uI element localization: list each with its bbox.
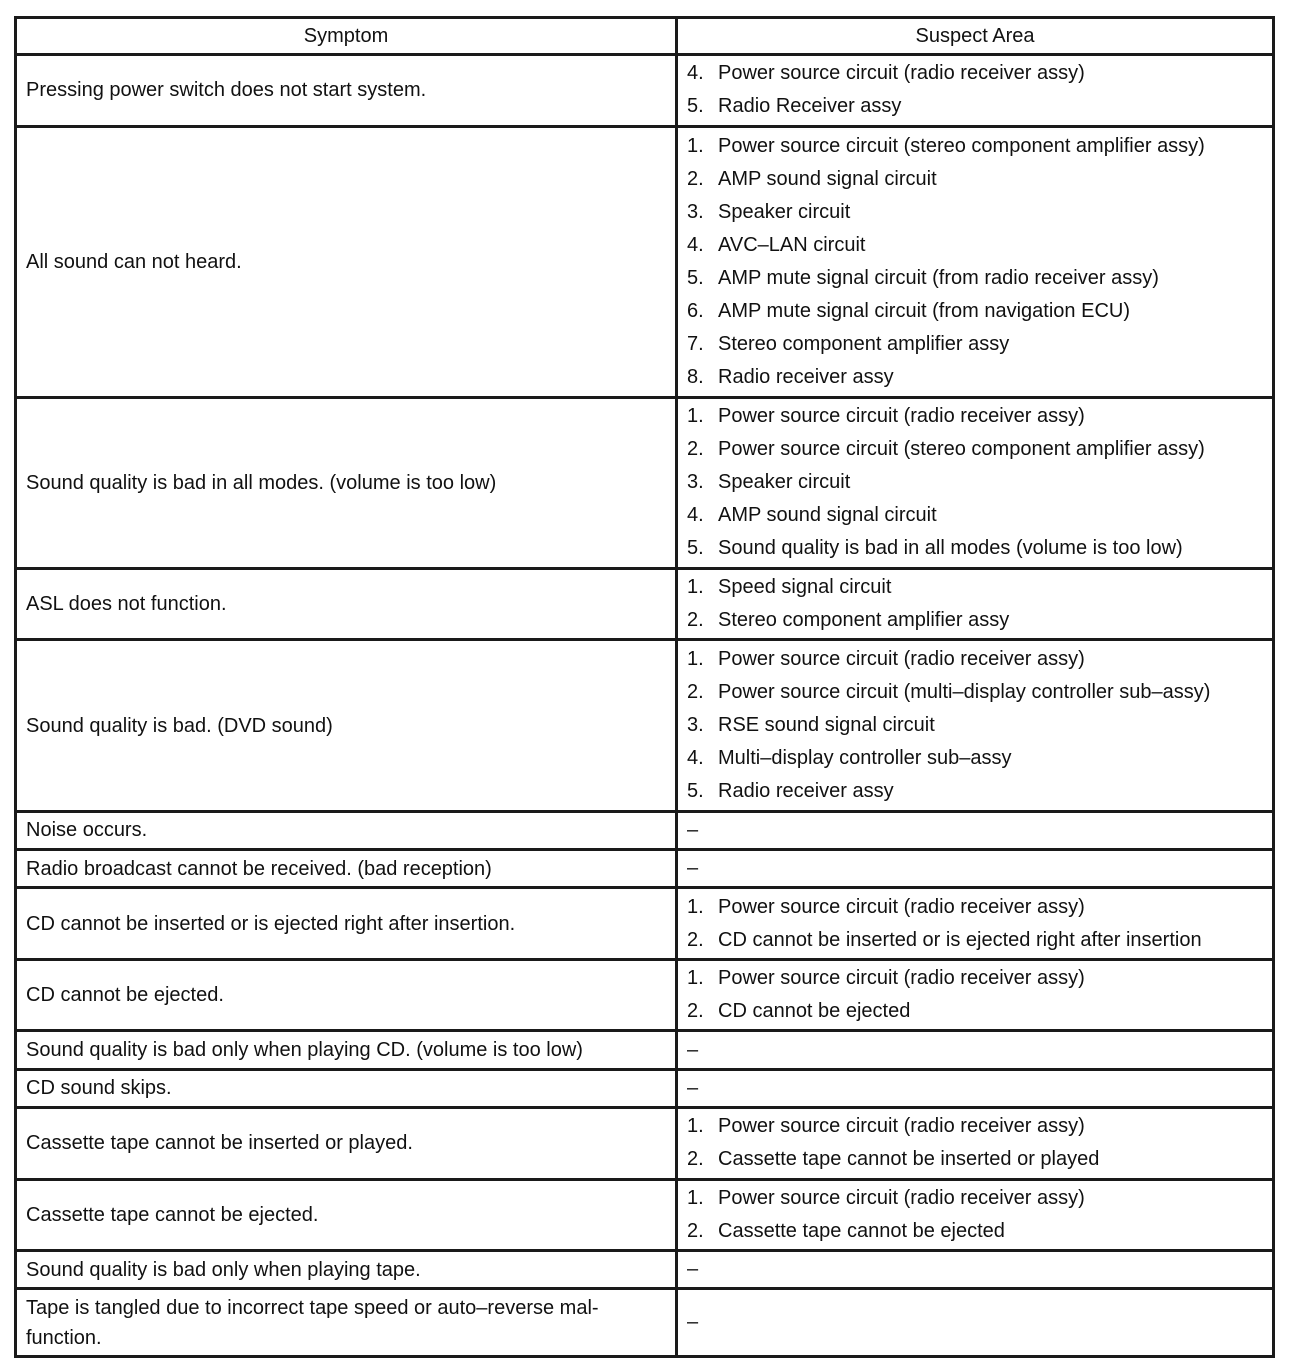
suspect-area-cell [677, 568, 1274, 640]
suspect-item [687, 229, 1272, 262]
suspect-item-text: AMP sound signal circuit [718, 504, 937, 527]
suspect-item [687, 361, 1272, 394]
suspect-item-number: 2. [687, 928, 704, 951]
suspect-item [687, 962, 1272, 995]
symptom-text: Sound quality is bad only when playing tape. [26, 1258, 421, 1281]
suspect-item [687, 995, 1272, 1028]
suspect-item-text: Cassette tape cannot be ejected [718, 1219, 1005, 1242]
table-row [16, 1031, 1274, 1069]
suspect-item-text: Power source circuit (stereo component amplifier assy) [718, 134, 1205, 157]
suspect-item-text: Power source circuit (radio receiver assy) [718, 967, 1085, 990]
suspect-area-cell [677, 126, 1274, 397]
symptom-cell [16, 1031, 677, 1069]
symptom-text-line: Tape is tangled due to incorrect tape speed or auto–reverse mal- [26, 1296, 599, 1319]
suspect-item-text: Radio receiver assy [718, 780, 894, 803]
suspect-item-number: 2. [687, 681, 704, 704]
suspect-item-number: 5. [687, 780, 704, 803]
table-row [16, 397, 1274, 568]
suspect-item [687, 775, 1272, 808]
symptom-text: Sound quality is bad. (DVD sound) [26, 714, 333, 737]
suspect-item-number: 5. [687, 95, 704, 118]
suspect-item-number: 3. [687, 471, 704, 494]
suspect-list [687, 891, 1272, 957]
suspect-item [687, 57, 1272, 90]
suspect-item [687, 163, 1272, 196]
symptom-text: CD sound skips. [26, 1077, 172, 1100]
suspect-item-number: 1. [687, 1186, 704, 1209]
table-row [16, 888, 1274, 960]
suspect-item [687, 433, 1272, 466]
table-row [16, 640, 1274, 811]
suspect-item [687, 400, 1272, 433]
suspect-item-number: 1. [687, 895, 704, 918]
suspect-area-cell [677, 1179, 1274, 1251]
suspect-item [687, 643, 1272, 676]
suspect-item-number: 2. [687, 1148, 704, 1171]
suspect-item-text: CD cannot be ejected [718, 1000, 911, 1023]
suspect-list [687, 1182, 1272, 1248]
symptom-cell [16, 811, 677, 849]
suspect-item-text: Power source circuit (radio receiver assy) [718, 1186, 1085, 1209]
symptom-text: All sound can not heard. [26, 250, 242, 273]
suspect-item-number: 5. [687, 537, 704, 560]
suspect-item [687, 1110, 1272, 1143]
no-suspect-dash: – [687, 1038, 699, 1061]
table-row [16, 568, 1274, 640]
symptom-cell [16, 1069, 677, 1107]
suspect-item [687, 924, 1272, 957]
symptom-cell [16, 126, 677, 397]
suspect-item-number: 6. [687, 299, 704, 322]
symptom-text: Noise occurs. [26, 819, 148, 842]
suspect-list [687, 643, 1272, 808]
suspect-item [687, 196, 1272, 229]
symptom-cell [16, 1108, 677, 1180]
suspect-item [687, 742, 1272, 775]
suspect-item-number: 3. [687, 714, 704, 737]
table-row [16, 811, 1274, 849]
suspect-item [687, 130, 1272, 163]
symptom-cell [16, 959, 677, 1031]
symptom-cell [16, 55, 677, 127]
symptom-table [14, 16, 1275, 1358]
suspect-item [687, 1182, 1272, 1215]
table-row [16, 55, 1274, 127]
suspect-area-cell [677, 888, 1274, 960]
suspect-item [687, 1143, 1272, 1176]
suspect-item [687, 676, 1272, 709]
suspect-area-cell [677, 55, 1274, 127]
suspect-item-text: Stereo component amplifier assy [718, 332, 1010, 355]
suspect-item-text: Stereo component amplifier assy [718, 609, 1010, 632]
symptom-cell [16, 1289, 677, 1357]
suspect-item [687, 262, 1272, 295]
suspect-item [687, 604, 1272, 637]
symptom-text: Sound quality is bad only when playing CD. (volume is too low) [26, 1039, 583, 1062]
suspect-list [687, 571, 1272, 637]
suspect-item-number: 1. [687, 134, 704, 157]
table-row [16, 1069, 1274, 1107]
suspect-item-text: AMP sound signal circuit [718, 167, 937, 190]
suspect-item-number: 2. [687, 167, 704, 190]
suspect-item-text: Speaker circuit [718, 200, 851, 223]
suspect-area-cell [677, 1251, 1274, 1289]
suspect-item-number: 8. [687, 365, 704, 388]
table-row [16, 1179, 1274, 1251]
suspect-item-text: Speaker circuit [718, 471, 851, 494]
symptom-text: Pressing power switch does not start system. [26, 79, 427, 102]
suspect-item-number: 1. [687, 405, 704, 428]
suspect-item-text: Speed signal circuit [718, 576, 892, 599]
suspect-item-text: Cassette tape cannot be inserted or played [718, 1148, 1100, 1171]
suspect-item-text: AMP mute signal circuit (from navigation ECU) [718, 299, 1130, 322]
suspect-item-number: 2. [687, 1000, 704, 1023]
suspect-item-number: 5. [687, 266, 704, 289]
suspect-item-text: Power source circuit (radio receiver assy) [718, 405, 1085, 428]
suspect-item-text: Multi–display controller sub–assy [718, 747, 1012, 770]
symptom-text: ASL does not function. [26, 593, 227, 616]
suspect-item-text: Radio receiver assy [718, 365, 894, 388]
suspect-area-cell [677, 850, 1274, 888]
symptom-cell [16, 888, 677, 960]
suspect-item [687, 1215, 1272, 1248]
no-suspect-dash: – [687, 1076, 699, 1099]
suspect-item-number: 2. [687, 609, 704, 632]
table-body [16, 55, 1274, 1357]
suspect-item-text: Power source circuit (multi–display controller sub–assy) [718, 681, 1211, 704]
table-row [16, 1251, 1274, 1289]
suspect-item-number: 2. [687, 1219, 704, 1242]
suspect-item-text: AVC–LAN circuit [718, 233, 866, 256]
symptom-text: Sound quality is bad in all modes. (volume is too low) [26, 471, 497, 494]
suspect-item-text: Radio Receiver assy [718, 95, 902, 118]
suspect-area-cell [677, 959, 1274, 1031]
suspect-item-number: 4. [687, 504, 704, 527]
suspect-item [687, 709, 1272, 742]
suspect-item-number: 1. [687, 648, 704, 671]
symptom-text: Cassette tape cannot be ejected. [26, 1203, 319, 1226]
suspect-list [687, 1110, 1272, 1176]
suspect-item [687, 891, 1272, 924]
troubleshooting-sheet [14, 16, 1272, 1358]
suspect-item-number: 1. [687, 1115, 704, 1138]
symptom-cell [16, 1179, 677, 1251]
symptom-text: CD cannot be inserted or is ejected right after insertion. [26, 912, 516, 935]
header-suspect-area: Suspect Area [677, 18, 1274, 55]
table-row [16, 850, 1274, 888]
suspect-item-number: 7. [687, 332, 704, 355]
suspect-area-cell [677, 397, 1274, 568]
suspect-area-cell [677, 1069, 1274, 1107]
symptom-text-line: function. [26, 1326, 102, 1349]
symptom-cell [16, 1251, 677, 1289]
no-suspect-dash: – [687, 1258, 699, 1281]
header-symptom: Symptom [16, 18, 677, 55]
suspect-item-text: AMP mute signal circuit (from radio receiver assy) [718, 266, 1159, 289]
symptom-cell [16, 850, 677, 888]
symptom-cell [16, 640, 677, 811]
suspect-item [687, 90, 1272, 123]
no-suspect-dash: – [687, 857, 699, 880]
suspect-item [687, 295, 1272, 328]
suspect-item-text: Power source circuit (radio receiver assy) [718, 895, 1085, 918]
suspect-item-number: 1. [687, 967, 704, 990]
symptom-cell [16, 568, 677, 640]
suspect-list [687, 130, 1272, 394]
table-header-row [16, 18, 1274, 55]
suspect-area-cell [677, 811, 1274, 849]
suspect-item-number: 3. [687, 200, 704, 223]
suspect-area-cell [677, 1031, 1274, 1069]
table-row [16, 959, 1274, 1031]
suspect-area-cell [677, 1289, 1274, 1357]
suspect-item-number: 4. [687, 747, 704, 770]
symptom-text: Radio broadcast cannot be received. (bad reception) [26, 857, 492, 880]
suspect-item-text: RSE sound signal circuit [718, 714, 935, 737]
suspect-item-text: Sound quality is bad in all modes (volume is too low) [718, 537, 1183, 560]
suspect-item [687, 466, 1272, 499]
no-suspect-dash: – [687, 818, 699, 841]
suspect-item-number: 4. [687, 233, 704, 256]
suspect-item-text: Power source circuit (radio receiver assy) [718, 648, 1085, 671]
suspect-area-cell [677, 1108, 1274, 1180]
suspect-item-text: CD cannot be inserted or is ejected right after insertion [718, 928, 1202, 951]
suspect-item-number: 1. [687, 576, 704, 599]
suspect-item [687, 532, 1272, 565]
no-suspect-dash: – [687, 1311, 699, 1334]
suspect-item-text: Power source circuit (stereo component amplifier assy) [718, 438, 1205, 461]
suspect-item-text: Power source circuit (radio receiver assy) [718, 62, 1085, 85]
suspect-item-text: Power source circuit (radio receiver assy) [718, 1115, 1085, 1138]
suspect-item-number: 2. [687, 438, 704, 461]
suspect-list [687, 400, 1272, 565]
suspect-area-cell [677, 640, 1274, 811]
suspect-list [687, 962, 1272, 1028]
suspect-list [687, 57, 1272, 123]
suspect-item [687, 499, 1272, 532]
suspect-item-number: 4. [687, 62, 704, 85]
symptom-text: Cassette tape cannot be inserted or played. [26, 1132, 413, 1155]
suspect-item [687, 571, 1272, 604]
symptom-cell [16, 397, 677, 568]
symptom-text: CD cannot be ejected. [26, 984, 224, 1007]
table-row [16, 1289, 1274, 1357]
table-row [16, 1108, 1274, 1180]
table-row [16, 126, 1274, 397]
suspect-item [687, 328, 1272, 361]
